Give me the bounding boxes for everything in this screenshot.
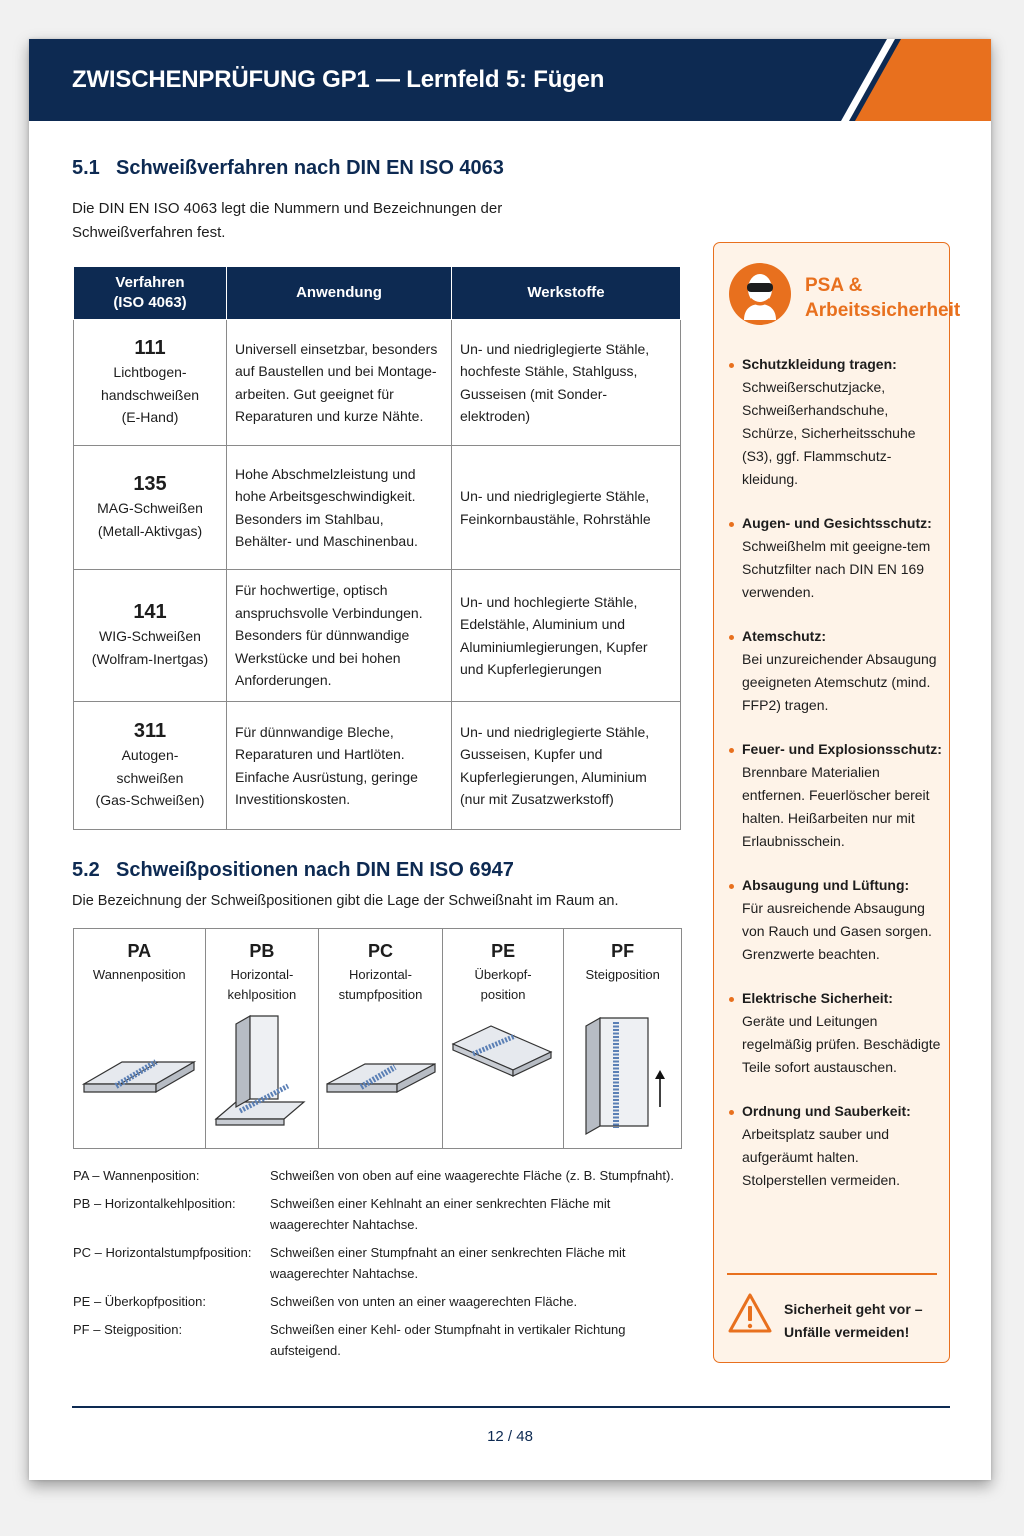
position-code: PE (491, 941, 516, 961)
column-header: Anwendung (227, 267, 452, 320)
materials-cell: Un- und niedriglegierte Stähle, Gusseisen, Kupfer und Kupferlegierungen, Aluminium (nur mit Zusatzwerkstoff) (452, 702, 681, 830)
position-name: Steigposition (585, 967, 660, 982)
list-item (742, 353, 946, 491)
table-header-row (74, 267, 681, 320)
list-item (742, 1100, 946, 1192)
position-cell-pb (206, 929, 320, 1148)
safety-sidebar (713, 242, 961, 1363)
overhead-position-illustration (443, 1014, 565, 1144)
section-heading-5-1 (72, 157, 504, 180)
position-cell-pa (74, 929, 206, 1148)
intro-line: Die DIN EN ISO 4063 legt die Nummern und Bezeichnungen der (72, 200, 503, 217)
welder-mask-icon (728, 262, 792, 326)
legend-desc: Schweißen einer Kehl- oder Stumpfnaht in vertikaler Richtung aufsteigend. (270, 1322, 626, 1358)
item-text: Schweißhelm mit geeigne-tem Schutzfilter nach DIN EN 169 verwenden. (742, 538, 931, 600)
application-cell: Hohe Abschmelzleistung und hohe Arbeitsgeschwindigkeit. Besonders im Stahlbau, Behälter- und Maschinenbau. (227, 446, 452, 570)
legend-row (73, 1242, 693, 1284)
legend-term: PB – Horizontalkehlposition: (73, 1196, 236, 1211)
footer-divider (72, 1406, 950, 1408)
table-row (74, 446, 681, 570)
flat-position-illustration (74, 1014, 206, 1144)
intro-line: Schweißverfahren fest. (72, 224, 226, 241)
materials-cell: Un- und niedriglegierte Stähle, Feinkornbaustähle, Rohrstähle (452, 446, 681, 570)
legend-term: PC – Horizontalstumpfposition: (73, 1245, 252, 1260)
welding-positions-grid (73, 928, 682, 1149)
process-name: Lichtbogen- handschweißen (E-Hand) (100, 364, 200, 425)
section-number: 5.2 (72, 859, 100, 881)
list-item (742, 874, 946, 966)
position-name: Überkopf- position (474, 967, 532, 1002)
process-number: 141 (133, 600, 167, 623)
legend-row (73, 1193, 693, 1235)
section-title: Schweißverfahren nach DIN EN ISO 4063 (116, 157, 504, 179)
section-title: Schweißpositionen nach DIN EN ISO 6947 (116, 859, 514, 881)
legend-desc: Schweißen einer Kehlnaht an einer senkrechten Fläche mit waagerechter Nahtachse. (270, 1196, 611, 1232)
header-title: ZWISCHENPRÜFUNG GP1 — Lernfeld 5: Fügen (72, 66, 605, 93)
materials-cell: Un- und hochlegierte Stähle, Edelstähle, Aluminium und Aluminiumlegierungen, Kupfer und Kupferlegierungen (452, 570, 681, 702)
item-title: Augen- und Gesichtsschutz: (742, 515, 932, 531)
section-intro: Die Bezeichnung der Schweißpositionen gibt die Lage der Schweißnaht im Raum an. (72, 893, 619, 909)
item-text: Geräte und Leitungen regelmäßig prüfen. Beschädigte Teile sofort austauschen. (742, 1013, 941, 1075)
position-cell-pc (319, 929, 443, 1148)
item-text: Bei unzureichender Absaugung geeigneten Atemschutz (mind. FFP2) tragen. (742, 651, 937, 713)
process-cell (74, 702, 227, 830)
legend-row (73, 1319, 693, 1361)
application-cell: Universell einsetzbar, besonders auf Baustellen und bei Montage-arbeiten. Gut geeignet für Reparaturen und kurze Nähte. (227, 320, 452, 446)
legend-desc: Schweißen von oben auf eine waagerechte Fläche (z. B. Stumpfnaht). (270, 1168, 674, 1183)
process-name: MAG-Schweißen (Metall-Aktivgas) (97, 500, 203, 539)
process-name: WIG-Schweißen (Wolfram-Inertgas) (91, 628, 209, 667)
welding-process-table (73, 266, 681, 830)
safety-slogan: Sicherheit geht vor – Unfälle vermeiden! (784, 1301, 923, 1340)
column-header: Verfahren (ISO 4063) (74, 267, 227, 320)
process-number: 135 (133, 472, 167, 495)
section-heading-5-2 (72, 859, 514, 882)
position-name: Horizontal- kehlposition (227, 967, 297, 1002)
sidebar-divider (727, 1273, 937, 1275)
item-title: Schutzkleidung tragen: (742, 356, 897, 372)
item-title: Feuer- und Explosionsschutz: (742, 741, 942, 757)
list-item (742, 512, 946, 604)
process-name: Autogen- schweißen (Gas-Schweißen) (95, 747, 205, 808)
table-row (74, 702, 681, 830)
section-intro (72, 197, 502, 245)
materials-cell: Un- und niedriglegierte Stähle, hochfeste Stähle, Stahlguss, Gusseisen (mit Sonder-elektroden) (452, 320, 681, 446)
position-code: PB (249, 941, 275, 961)
legend-term: PE – Überkopfposition: (73, 1294, 206, 1309)
item-text: Für ausreichende Absaugung von Rauch und Gasen sorgen. Grenzwerte beachten. (742, 900, 932, 962)
process-cell (74, 446, 227, 570)
legend-desc: Schweißen einer Stumpfnaht an einer senkrechten Fläche mit waagerechter Nahtachse. (270, 1245, 626, 1281)
position-code: PC (367, 941, 393, 961)
legend-desc: Schweißen von unten an einer waagerechten Fläche. (270, 1294, 578, 1309)
table-row (74, 320, 681, 446)
item-text: Arbeitsplatz sauber und aufgeräumt halten. Stolperstellen vermeiden. (742, 1126, 900, 1188)
application-cell: Für dünnwandige Bleche, Reparaturen und Hartlöten. Einfache Ausrüstung, geringe Investitionskosten. (227, 702, 452, 830)
list-item (742, 625, 946, 717)
position-code: PF (611, 941, 635, 961)
horizontal-fillet-illustration (206, 1014, 320, 1144)
document-page (29, 39, 991, 1480)
column-header: Werkstoffe (452, 267, 681, 320)
item-title: Ordnung und Sauberkeit: (742, 1103, 911, 1119)
legend-term: PF – Steigposition: (73, 1322, 183, 1337)
legend-term: PA – Wannenposition: (73, 1168, 200, 1183)
safety-list (742, 353, 946, 1192)
item-title: Atemschutz: (742, 628, 827, 644)
item-text: Brennbare Materialien entfernen. Feuerlöscher bereit halten. Heißarbeiten nur mit Erlaubnisschein. (742, 764, 930, 849)
item-text: Schweißerschutzjacke, Schweißerhandschuhe, Schürze, Sicherheitsschuhe (S3), ggf. Flammschutz-kleidung. (742, 379, 916, 487)
item-title: Absaugung und Lüftung: (742, 877, 910, 893)
position-code: PA (127, 941, 152, 961)
application-cell: Für hochwertige, optisch anspruchsvolle Verbindungen. Besonders für dünnwandige Werkstücke und bei hohen Anforderungen. (227, 570, 452, 702)
list-item (742, 987, 946, 1079)
position-cell-pe (443, 929, 565, 1148)
page-header (29, 39, 991, 121)
legend-row (73, 1165, 693, 1186)
arrow-up-icon (654, 1069, 666, 1109)
sidebar-title: PSA & Arbeitssicherheit (805, 275, 961, 321)
position-cell-pf (564, 929, 681, 1148)
table-row (74, 570, 681, 702)
position-name: Wannenposition (92, 967, 186, 982)
process-number: 111 (134, 336, 166, 359)
page-number: 12 / 48 (487, 1428, 533, 1445)
warning-triangle-icon (728, 1292, 772, 1334)
position-name: Horizontal- stumpfposition (338, 967, 423, 1002)
section-number: 5.1 (72, 157, 100, 179)
process-cell (74, 570, 227, 702)
list-item (742, 738, 946, 853)
legend-row (73, 1291, 693, 1312)
process-cell (74, 320, 227, 446)
positions-legend (73, 1165, 693, 1368)
item-title: Elektrische Sicherheit: (742, 990, 893, 1006)
process-number: 311 (133, 719, 167, 742)
horizontal-butt-illustration (319, 1014, 443, 1144)
